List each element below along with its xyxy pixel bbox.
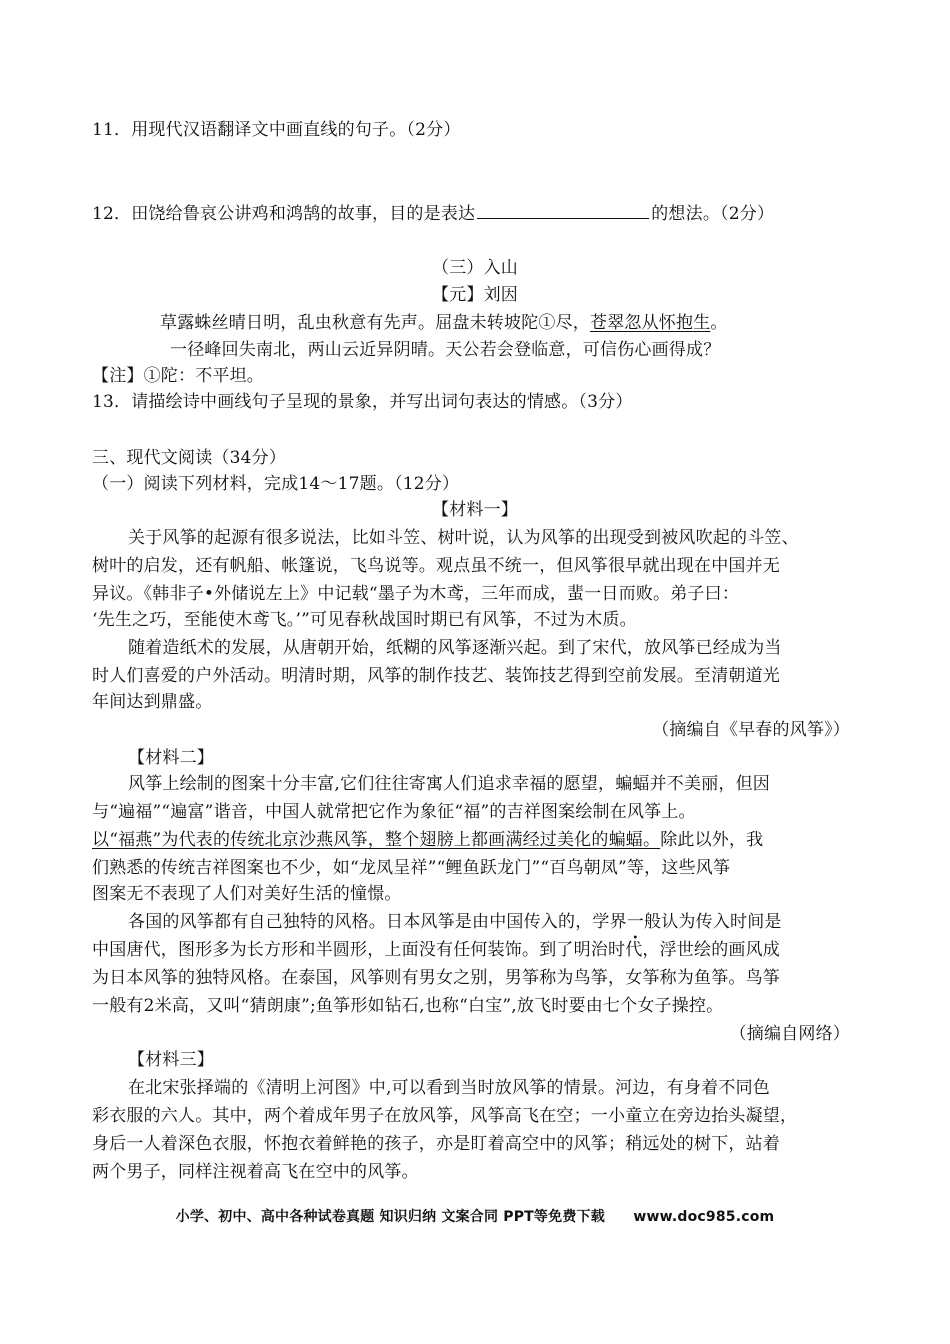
poem-line-1-a: 草露蛛丝晴日明，乱虫秋意有先声。屈盘未转坡陀①尽， bbox=[160, 313, 590, 333]
answer-blank[interactable] bbox=[477, 200, 649, 219]
question-13: 13．请描绘诗中画线句子呈现的景象，并写出词句表达的情感。（3分） bbox=[92, 392, 633, 412]
poem-line-1-b: 。 bbox=[710, 313, 728, 333]
poem-title: （三）入山 bbox=[432, 258, 518, 278]
material-1-line: 时人们喜爱的户外活动。明清时期，风筝的制作技艺、装饰技艺得到空前发展。至清朝道光 bbox=[92, 666, 780, 686]
question-12 bbox=[92, 200, 774, 226]
poem-line-2: 一径峰回失南北，两山云近异阴晴。天公若会登临意，可信伤心画得成？ bbox=[170, 340, 721, 360]
material-3-line: 在北宋张择端的《清明上河图》中,可以看到当时放风筝的情景。河边，有身着不同色 bbox=[128, 1078, 771, 1098]
part-heading: （一）阅读下列材料，完成14～17题。（12分） bbox=[92, 474, 460, 494]
poem-author: 【元】刘因 bbox=[432, 285, 518, 305]
material-3-line: 身后一人着深色衣服，怀抱衣着鲜艳的孩子，亦是盯着高空中的风筝；稍远处的树下，站着 bbox=[92, 1134, 780, 1154]
material-2-line bbox=[128, 910, 782, 934]
material-2-line bbox=[92, 828, 763, 852]
material-1-line: 异议。《韩非子•外储说左上》中记载“墨子为木鸢，三年而成，蜚一日而败。弟子曰： bbox=[92, 584, 740, 604]
poem-note: 【注】①陀：不平坦。 bbox=[92, 366, 264, 386]
page-footer: 小学、初中、高中各种试卷真题 知识归纳 文案合同 PPT等免费下载 www.doc985.com bbox=[175, 1209, 775, 1225]
section-heading: 三、现代文阅读（34分） bbox=[92, 448, 287, 468]
material-2-text: 般认为传入时间是 bbox=[644, 912, 782, 932]
material-1-line: 树叶的启发，还有帆船、帐篷说，飞鸟说等。观点虽不统一，但风筝很早就出现在中国并无 bbox=[92, 556, 780, 576]
emphasis-dot-char: 一 bbox=[626, 912, 645, 932]
material-1-line: 关于风筝的起源有很多说法，比如斗笠、树叶说，认为风筝的出现受到被风吹起的斗笠、 bbox=[128, 528, 799, 548]
material-3-heading: 【材料三】 bbox=[128, 1050, 214, 1070]
material-1-line: 年间达到鼎盛。 bbox=[92, 692, 213, 712]
material-1-line: 随着造纸术的发展，从唐朝开始，纸糊的风筝逐渐兴起。到了宋代，放风筝已经成为当 bbox=[128, 638, 782, 658]
material-2-line: 一般有2米高，又叫“猜朗康”;鱼筝形如钻石,也称“白宝”,放飞时要由七个女子操控。 bbox=[92, 996, 724, 1016]
material-1-source: （摘编自《早春的风筝》） bbox=[652, 720, 850, 740]
poem-underlined-phrase: 苍翠忽从怀抱生 bbox=[590, 313, 711, 333]
material-2-text: 除此以外，我 bbox=[660, 830, 764, 850]
material-2-line: 风筝上绘制的图案十分丰富,它们往往寄寓人们追求幸福的愿望，蝙蝠并不美丽，但因 bbox=[128, 774, 771, 794]
material-2-line: 图案无不表现了人们对美好生活的憧憬。 bbox=[92, 884, 402, 904]
material-2-line: 与“遍福”“遍富”谐音，中国人就常把它作为象征“福”的吉祥图案绘制在风筝上。 bbox=[92, 802, 696, 822]
poem-line-1 bbox=[160, 311, 728, 335]
material-2-underlined-sentence: 以“福燕”为代表的传统北京沙燕风筝，整个翅膀上都画满经过美化的蝙蝠。 bbox=[92, 830, 661, 850]
material-1-heading: 【材料一】 bbox=[432, 500, 518, 520]
question-12-suffix: 的想法。（2分） bbox=[651, 204, 775, 224]
material-2-line: 们熟悉的传统吉祥图案也不少，如“龙凤呈祥”“鲤鱼跃龙门”“百鸟朝凤”等，这些风筝 bbox=[92, 858, 731, 878]
material-2-line: 中国唐代，图形多为长方形和半圆形，上面没有任何装饰。到了明治时代，浮世绘的画风成 bbox=[92, 940, 780, 960]
material-1-line: ‘先生之巧，至能使木鸢飞。’”可见春秋战国时期已有风筝，不过为木质。 bbox=[92, 610, 637, 630]
question-11: 11．用现代汉语翻译文中画直线的句子。（2分） bbox=[92, 120, 461, 140]
question-12-text: 12．田饶给鲁哀公讲鸡和鸿鹄的故事，目的是表达 bbox=[92, 204, 476, 224]
material-2-heading: 【材料二】 bbox=[128, 748, 214, 768]
material-2-source: （摘编自网络） bbox=[729, 1024, 850, 1044]
material-3-line: 彩衣服的六人。其中，两个着成年男子在放风筝，风筝高飞在空；一小童立在旁边抬头凝望， bbox=[92, 1106, 798, 1126]
material-2-line: 为日本风筝的独特风格。在泰国，风筝则有男女之别，男筝称为鸟筝，女筝称为鱼筝。鸟筝 bbox=[92, 968, 780, 988]
material-2-text: 各国的风筝都有自己独特的风格。日本风筝是由中国传入的，学界 bbox=[128, 912, 627, 932]
material-3-line: 两个男子，同样注视着高飞在空中的风筝。 bbox=[92, 1162, 419, 1182]
